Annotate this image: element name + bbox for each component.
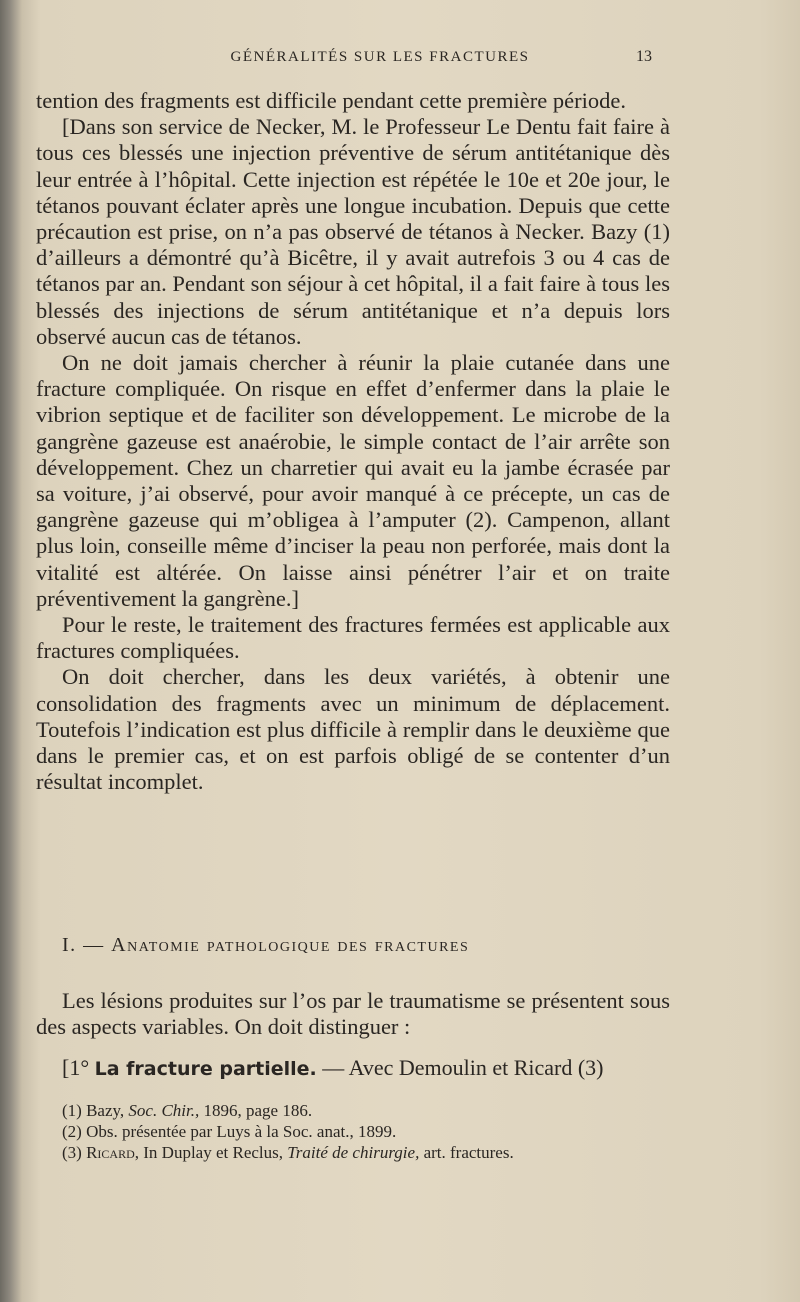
entry-text: — Avec Demoulin et Ricard (3) xyxy=(322,1055,604,1080)
section-paragraph-1: Les lésions produites sur l’os par le traumatisme se présentent sous des aspects variables. On doit distinguer : xyxy=(36,988,670,1040)
page-number: 13 xyxy=(636,48,652,65)
footnote-1-rest: 1896, page 186. xyxy=(203,1101,313,1120)
footnote-2-text: Obs. présentée par Luys à la Soc. anat., 1899. xyxy=(86,1122,397,1141)
paragraph-2: [Dans son service de Necker, M. le Professeur Le Dentu fait faire à tous ces blessés une injection préventive de sérum antitétanique dès leur entrée à l’hôpital. Cette injection est répétée le 10e et 20e jour, le tétanos pouvant éclater après une longue incubation. Depuis que cette précaution est prise, on n’a pas observé de tétanos à Necker. Bazy (1) d’ailleurs a démontré qu’à Bicêtre, il y avait autrefois 3 ou 4 cas de tétanos par an. Pendant son séjour à cet hôpital, il a fait faire à tous les blessés des injections de sérum antitétanique et n’a depuis lors observé aucun cas de tétanos. xyxy=(36,114,670,349)
footnote-3 xyxy=(62,1142,674,1163)
section-title: Anatomie pathologique des fractures xyxy=(111,934,470,956)
footnotes xyxy=(62,1100,674,1163)
main-text xyxy=(36,88,670,795)
footnote-2-number: (2) xyxy=(62,1122,82,1141)
running-title: GÉNÉRALITÉS SUR LES FRACTURES xyxy=(230,49,530,65)
paragraph-1: tention des fragments est difficile pendant cette première période. xyxy=(36,88,626,113)
footnote-1-number: (1) xyxy=(62,1101,82,1120)
paragraph-4: Pour le reste, le traitement des fractures fermées est applicable aux fractures compliquées. xyxy=(36,612,670,664)
footnote-1 xyxy=(62,1100,674,1121)
paragraph-5: On doit chercher, dans les deux variétés, à obtenir une consolidation des fragments avec un minimum de déplacement. Toutefois l’indication est plus difficile à remplir dans le deuxième que dans le premier cas, et on est parfois obligé de se contenter d’un résultat incomplet. xyxy=(36,664,670,795)
entry-marker: [1° xyxy=(62,1055,90,1080)
entry-title: La fracture partielle. xyxy=(94,1058,317,1080)
footnote-3-title: Traité de chirurgie, xyxy=(287,1143,420,1162)
section-heading xyxy=(62,934,682,957)
footnote-3-author: Ricard, xyxy=(86,1143,140,1162)
footnote-2 xyxy=(62,1121,674,1142)
sub-entry xyxy=(62,1055,674,1081)
footnote-3-rest: art. fractures. xyxy=(423,1143,514,1162)
paragraph-3: On ne doit jamais chercher à réunir la plaie cutanée dans une fracture compliquée. On risque en effet d’enfermer dans la plaie le vibrion septique et de faciliter son développement. Le microbe de la gangrène gazeuse est anaérobie, le simple contact de l’air arrête son développement. Chez un charretier qui avait eu la jambe écrasée par sa voiture, j’ai observé, pour avoir manqué à ce précepte, un cas de gangrène gazeuse qui m’obligea à l’amputer (2). Campenon, allant plus loin, conseille même d’inciser la peau non perforée, mais dont la vitalité est altérée. On laisse ainsi pénétrer l’air et on traite préventivement la gangrène.] xyxy=(36,350,670,611)
footnote-3-mid: In Duplay et Reclus, xyxy=(143,1143,284,1162)
footnote-1-source: Soc. Chir., xyxy=(128,1101,200,1120)
section-text xyxy=(36,988,670,1040)
footnote-1-author: Bazy, xyxy=(86,1101,125,1120)
footnote-3-number: (3) xyxy=(62,1143,82,1162)
section-number: I. — xyxy=(62,934,105,956)
